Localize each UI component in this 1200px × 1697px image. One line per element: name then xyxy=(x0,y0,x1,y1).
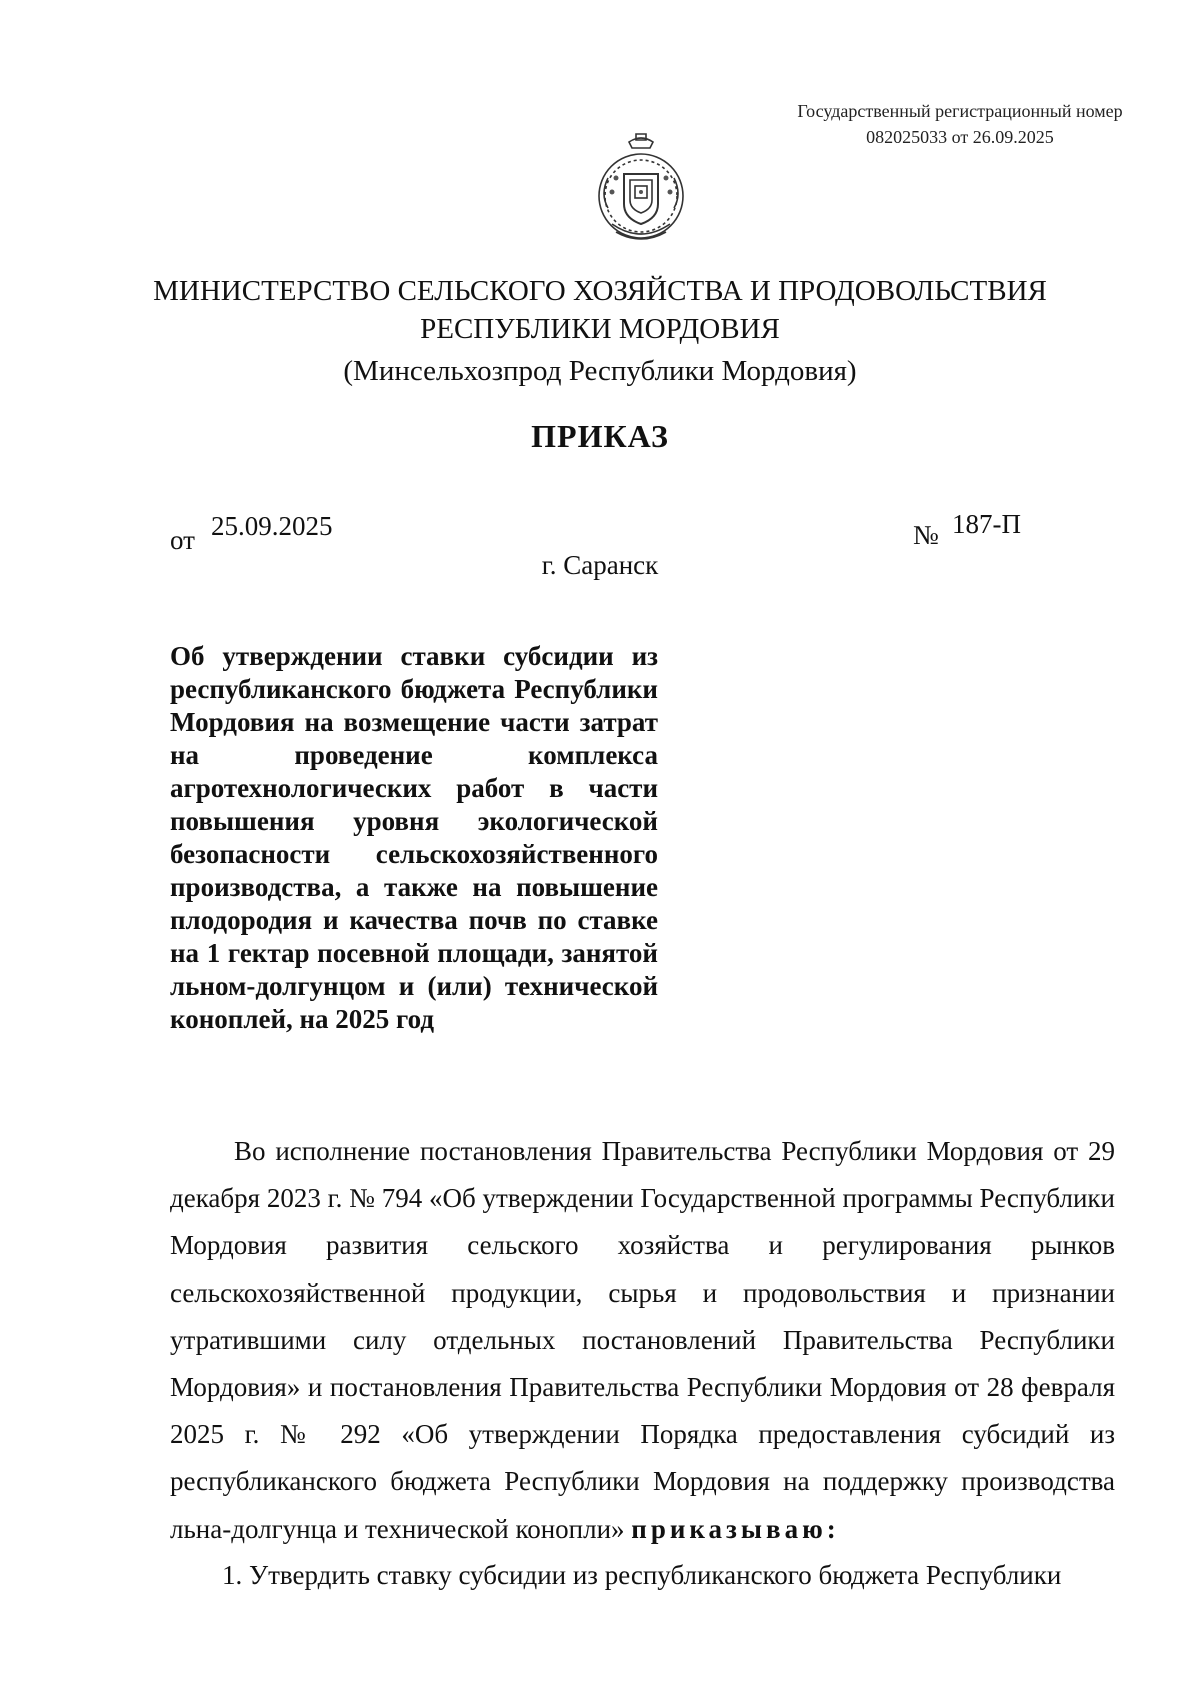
coat-of-arms-emblem xyxy=(586,128,696,252)
ministry-header xyxy=(0,272,1200,390)
registration-number xyxy=(760,98,1160,150)
document-type: ПРИКАЗ xyxy=(531,418,669,454)
preamble xyxy=(170,1128,1115,1553)
ministry-name-line-1: МИНИСТЕРСТВО СЕЛЬСКОГО ХОЗЯЙСТВА И ПРОДОВОЛЬСТВИЯ xyxy=(153,275,1047,307)
registration-line-1: Государственный регистрационный номер xyxy=(797,101,1123,121)
document-date: 25.09.2025 xyxy=(211,511,333,541)
emblem-graphic xyxy=(586,128,696,252)
number-prefix: № xyxy=(913,520,939,550)
city: г. Саранск xyxy=(541,550,659,580)
document-number: 187-П xyxy=(952,509,1021,539)
preamble-text: Во исполнение постановления Правительства Республики Мордовия от 29 декабря 2023 г. № 794 «Об утверждении Государственной программы Республики Мордовия развития сельского хозяйства и регулирования рынков сельскохозяйственной продукции, сырья и продовольствия и признании утратившими силу отдельных постановлений Правительства Республики Мордовия» и постановления Правительства Республики Мордовия от 28 февраля 2025 г. № 292 «Об утверждении Порядка предоставления субсидий из республиканского бюджета Республики Мордовия на поддержку производства льна-долгунца и технической конопли» xyxy=(170,1136,1115,1544)
list-item: 1. Утвердить ставку субсидии из республиканского бюджета Республики xyxy=(222,1560,1062,1590)
preamble-paragraph xyxy=(170,1128,1115,1553)
order-word: приказываю: xyxy=(631,1513,840,1544)
document-subject: Об утверждении ставки субсидии из республиканского бюджета Республики Мордовия на возмещение части затрат на проведение комплекса агротехнологических работ в части повышения уровня экологической безопасности сельскохозяйственного производства, а также на повышение плодородия и качества почв по ставке на 1 гектар посевной площади, занятой льном-долгунцом и (или) технической коноплей, на 2025 год xyxy=(170,641,658,1034)
registration-line-2: 082025033 от 26.09.2025 xyxy=(866,127,1054,147)
date-prefix: от xyxy=(170,525,195,555)
ministry-name-line-2: РЕСПУБЛИКИ МОРДОВИЯ xyxy=(420,313,780,345)
ministry-short-name: (Минсельхозпрод Республики Мордовия) xyxy=(343,355,857,387)
